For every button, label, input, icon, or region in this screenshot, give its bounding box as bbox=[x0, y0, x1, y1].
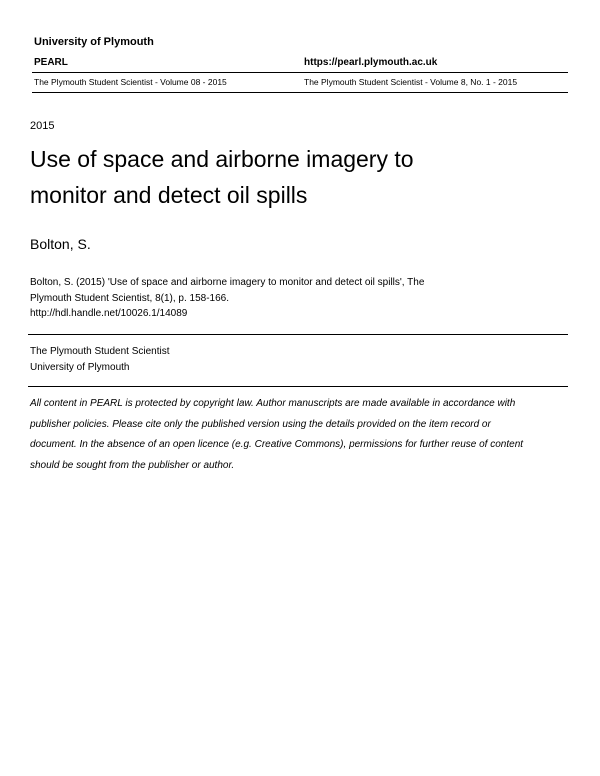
title-line: monitor and detect oil spills bbox=[30, 182, 308, 208]
publisher-line: The Plymouth Student Scientist bbox=[30, 346, 170, 357]
journal-volume-right: The Plymouth Student Scientist - Volume 8, No. 1 - 2015 bbox=[304, 77, 518, 87]
publisher-info bbox=[30, 344, 170, 375]
notice-line: document. In the absence of an open licence (e.g. Creative Commons), permissions for further reuse of content bbox=[30, 439, 524, 450]
title-line: Use of space and airborne imagery to bbox=[30, 146, 414, 172]
notice-line: publisher policies. Please cite only the published version using the details provided on the item record or bbox=[30, 418, 491, 430]
header-divider-top bbox=[32, 72, 568, 73]
section-divider bbox=[28, 386, 568, 387]
institution-name: University of Plymouth bbox=[34, 36, 154, 48]
journal-volume-left: The Plymouth Student Scientist - Volume 08 - 2015 bbox=[34, 77, 227, 87]
publisher-line: University of Plymouth bbox=[30, 361, 130, 373]
repository-name: PEARL bbox=[34, 57, 68, 68]
copyright-notice bbox=[30, 394, 560, 476]
citation bbox=[30, 275, 490, 322]
header-divider-bottom bbox=[32, 92, 568, 93]
section-divider bbox=[28, 334, 568, 335]
repository-url[interactable]: https://pearl.plymouth.ac.uk bbox=[304, 57, 438, 68]
citation-line: Plymouth Student Scientist, 8(1), p. 158-166. bbox=[30, 292, 229, 304]
handle-link[interactable]: http://hdl.handle.net/10026.1/14089 bbox=[30, 308, 188, 319]
notice-line: All content in PEARL is protected by copyright law. Author manuscripts are made available in accordance with bbox=[30, 398, 516, 409]
citation-line: Bolton, S. (2015) 'Use of space and airborne imagery to monitor and detect oil spills', The bbox=[30, 277, 425, 288]
notice-line: should be sought from the publisher or author. bbox=[30, 459, 235, 471]
publication-year: 2015 bbox=[30, 120, 55, 132]
author-name: Bolton, S. bbox=[30, 236, 91, 252]
article-title bbox=[30, 141, 550, 213]
